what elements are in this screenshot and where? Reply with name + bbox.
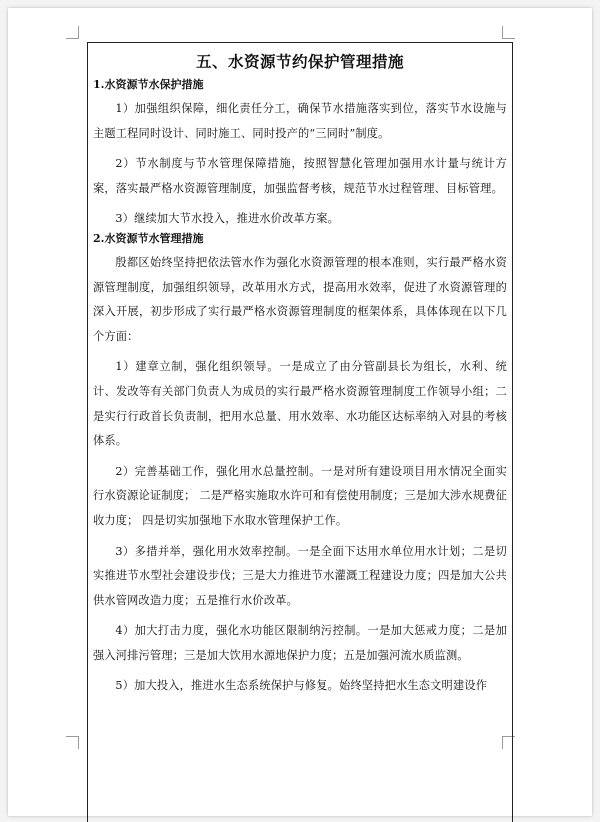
paragraph: 殷都区始终坚持把依法管水作为强化水资源管理的根本准则，实行最严格水资源管理制度，加强组织领导，改革用水方式，提高用水效率，促进了水资源管理的深入开展，初步形成了实行最严格水资源管理制度的框架体系，具体体现在以下几个方面： (93, 255, 507, 343)
document-title: 五、水资源节约保护管理措施 (195, 52, 404, 71)
paragraph: 1）建章立制，强化组织领导。一是成立了由分管副县长为组长，水利、统计、发改等有关部门负责人为成员的实行最严格水资源管理制度工作领导小组；二是实行行政首长负责制，把用水总量、用水效率、水功能区达标率纳入对县的考核体系。 (93, 360, 507, 448)
paragraph: 3）多措并举，强化用水效率控制。一是全面下达用水单位用水计划；二是切实推进节水型社会建设步伐；三是大力推进节水灌溉工程建设力度；四是加大公共供水管网改造力度；五是推行水价改革。 (93, 544, 507, 607)
paragraph: 3）继续加大节水投入，推进水价改革方案。 (115, 212, 340, 226)
paragraph: 5）加大投入，推进水生态系统保护与修复。始终坚持把水生态文明建设作 (115, 679, 488, 693)
section-heading: 2.水资源节水管理措施 (93, 231, 204, 245)
crop-mark-top-right (502, 26, 515, 39)
crop-mark-top-left (66, 26, 79, 39)
paragraph: 2）节水制度与节水管理保障措施，按照智慧化管理加强用水计量与统计方案，落实最严格水资源管理制度，加强监督考核，规范节水过程管理、目标管理。 (93, 157, 507, 195)
paragraph: 1）加强组织保障，细化责任分工，确保节水措施落实到位，落实节水设施与主题工程同时设计、同时施工、同时投产的“三同时”制度。 (93, 102, 507, 140)
paragraph: 2）完善基础工作，强化用水总量控制。一是对所有建设项目用水情况全面实行水资源论证制度； 二是严格实施取水许可和有偿使用制度；三是加大涉水规费征收力度； 四是切实加强地下水取水管理保护工作。 (93, 464, 507, 527)
section-heading: 1.水资源节水保护措施 (93, 78, 204, 91)
paragraph: 4）加大打击力度，强化水功能区限制纳污控制。一是加大惩戒力度；二是加强入河排污管理；三是加大饮用水源地保护力度；五是加强河流水质监测。 (93, 624, 507, 662)
crop-mark-bottom-left (66, 736, 79, 749)
table-frame (87, 42, 513, 822)
